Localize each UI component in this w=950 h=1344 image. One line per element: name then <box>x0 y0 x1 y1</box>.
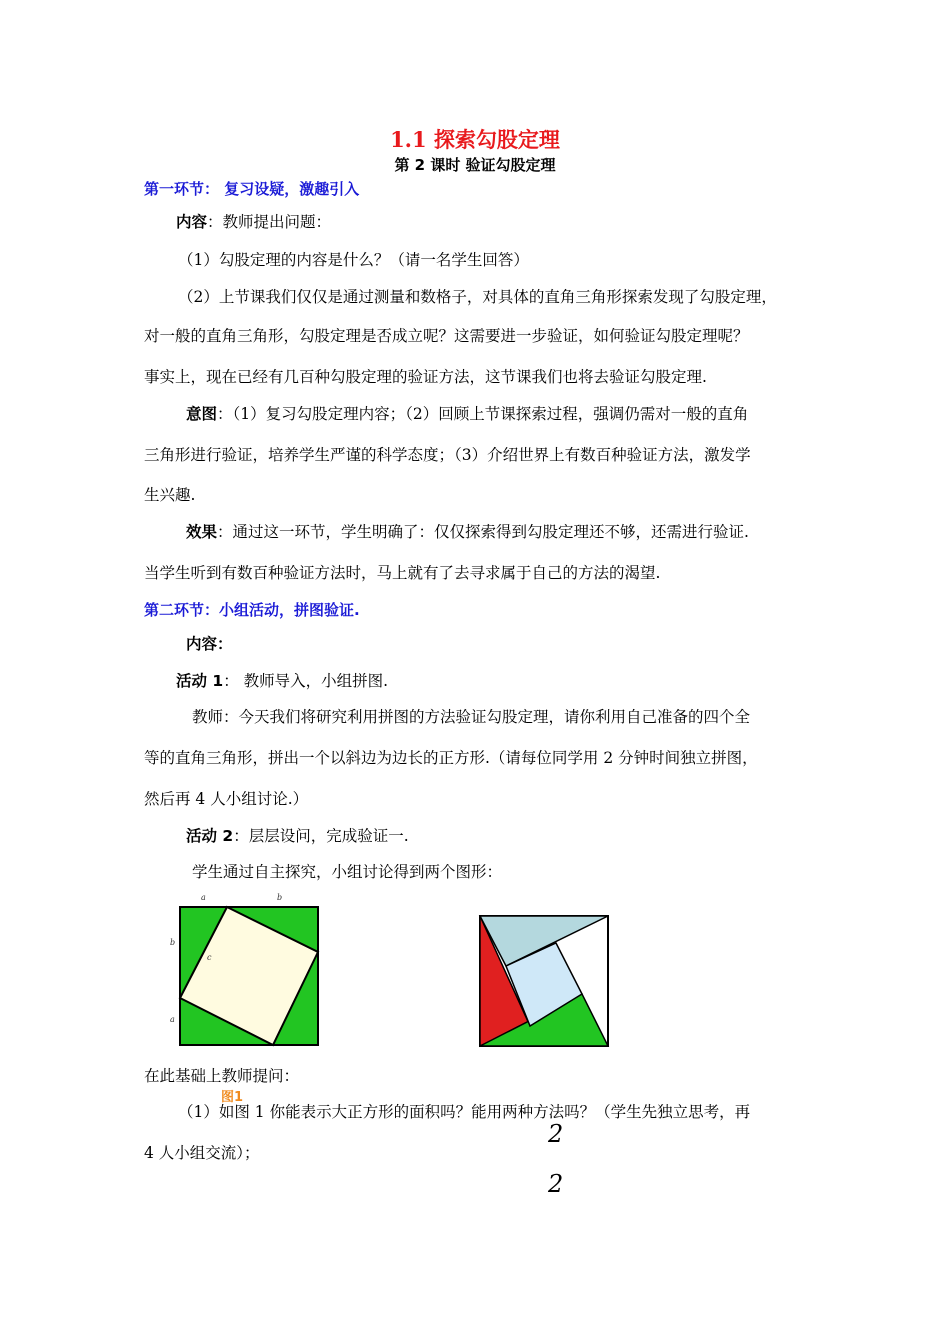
activity1-text: ： 教师导入，小组拼图. <box>223 672 389 690</box>
big-mark-2: 2 <box>548 1170 564 1198</box>
section1-heading: 第一环节： 复习设疑，激趣引入 <box>144 180 360 198</box>
intent-label: 意图 <box>186 405 218 423</box>
figure2-diagram <box>472 908 617 1053</box>
activity1-line1: 教师：今天我们将研究利用拼图的方法验证勾股定理，请你利用自己准备的四个全 <box>192 708 751 726</box>
intent-line1 <box>186 404 748 424</box>
figure1-label-b-left: b <box>170 938 176 947</box>
effect-label: 效果 <box>186 523 218 541</box>
big-mark-1: 2 <box>548 1120 564 1148</box>
effect-line2: 当学生听到有数百种验证方法时，马上就有了去寻求属于自己的方法的渴望. <box>144 564 661 582</box>
activity1-line <box>176 671 388 691</box>
figure1-label-b-top: b <box>277 893 283 902</box>
content1-label: 内容 <box>176 213 208 231</box>
activity1-line3: 然后再 4 人小组讨论.） <box>144 790 309 808</box>
section2-heading: 第二环节：小组活动，拼图验证. <box>144 601 360 619</box>
figure1-label-a-top: a <box>201 893 206 902</box>
content1-q2-line3: 事实上，现在已经有几百种勾股定理的验证方法，这节课我们也将去验证勾股定理. <box>144 368 707 386</box>
figure1-caption: 图1 <box>221 1090 244 1105</box>
content1-q1: （1）勾股定理的内容是什么？（请一名学生回答） <box>178 251 529 269</box>
effect-text: ：通过这一环节，学生明确了：仅仅探索得到勾股定理还不够，还需进行验证. <box>217 523 749 541</box>
content1-q2-line1: （2）上节课我们仅仅是通过测量和数格子，对具体的直角三角形探索发现了勾股定理， <box>178 288 777 306</box>
figure1-label-c: c <box>207 953 212 962</box>
intent-line3: 生兴趣. <box>144 486 196 504</box>
content1-q2-line2: 对一般的直角三角形，勾股定理是否成立呢？这需要进一步验证，如何验证勾股定理呢？ <box>144 327 749 345</box>
figure1-diagram <box>165 890 325 1050</box>
content2-label: 内容： <box>186 635 233 653</box>
intent-text: ：（1）复习勾股定理内容；（2）回顾上节课探索过程，强调仍需对一般的直角 <box>217 405 749 423</box>
activity2-label: 活动 2 <box>186 827 234 845</box>
document-title: 1.1 探索勾股定理 <box>390 127 560 152</box>
after-figures-q1-line1: （1）如图 1 你能表示大正方形的面积吗？能用两种方法吗？（学生先独立思考，再 <box>178 1103 751 1121</box>
content1-text: ：教师提出问题： <box>207 213 332 231</box>
document-subtitle: 第 2 课时 验证勾股定理 <box>394 156 556 174</box>
figure1-label-a-left: a <box>170 1015 175 1024</box>
activity2-line <box>186 826 409 846</box>
activity2-line1: 学生通过自主探究，小组讨论得到两个图形： <box>192 863 503 881</box>
activity1-label: 活动 1 <box>176 672 224 690</box>
after-figures-line0: 在此基础上教师提问： <box>144 1067 300 1085</box>
effect-line1 <box>186 522 749 542</box>
activity1-line2: 等的直角三角形，拼出一个以斜边为边长的正方形.（请每位同学用 2 分钟时间独立拼图， <box>144 749 758 767</box>
content1-line <box>176 212 331 232</box>
activity2-text: ：层层设问，完成验证一. <box>233 827 409 845</box>
after-figures-q1-line2: 4 人小组交流）； <box>144 1144 260 1162</box>
intent-line2: 三角形进行验证，培养学生严谨的科学态度；（3）介绍世界上有数百种验证方法，激发学 <box>144 446 751 464</box>
